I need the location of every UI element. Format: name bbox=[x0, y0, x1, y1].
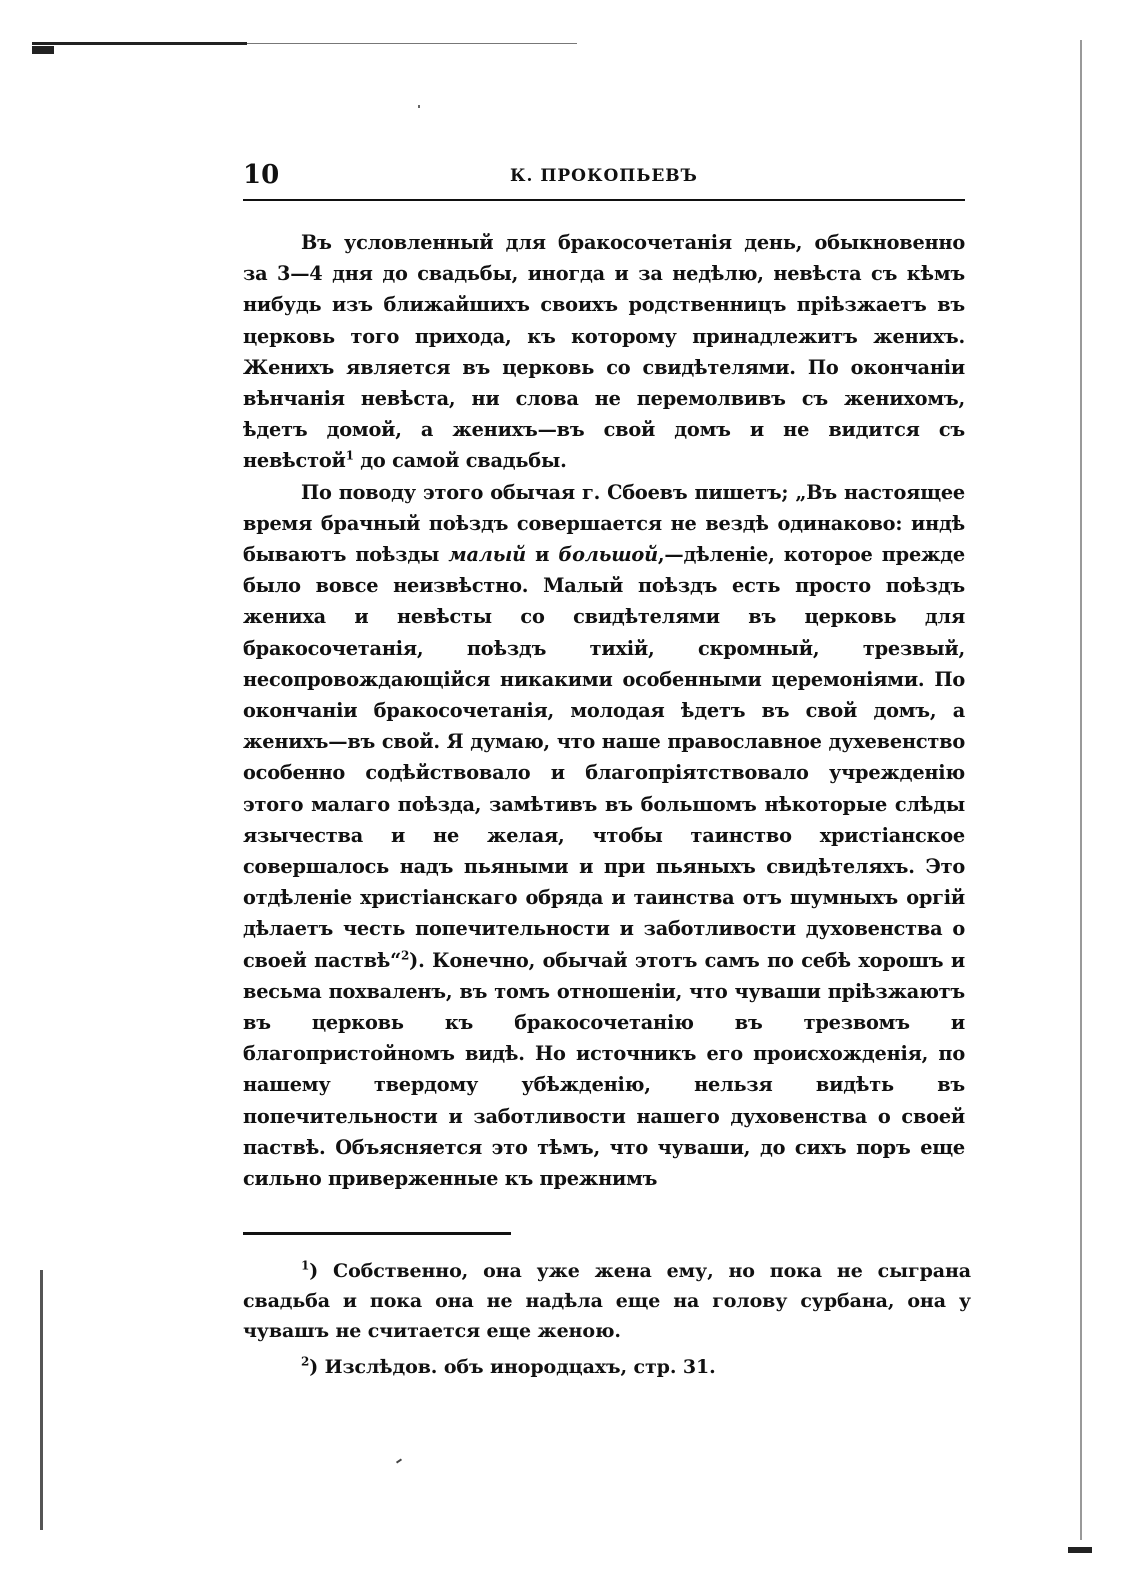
paragraph bbox=[243, 227, 965, 477]
scan-edge-line bbox=[247, 43, 577, 44]
paragraph-text: По поводу этого обычая г. Сбоевъ пишетъ; „Въ настоящее время брачный поѣздъ совершается не вездѣ одинаково: индѣ бываютъ поѣзды bbox=[243, 480, 965, 567]
running-title: К. ПРОКОПЬЕВЪ bbox=[510, 166, 698, 186]
page-number: 10 bbox=[243, 160, 280, 190]
footnote-marker: 1 bbox=[301, 1258, 310, 1273]
footnote-text: ) Изслѣдов. объ инородцахъ, стр. 31. bbox=[309, 1356, 716, 1378]
scan-right-edge bbox=[1080, 40, 1082, 1540]
paragraph-text: ). Конечно, обычай этотъ самъ по себѣ хорошъ и весьма похваленъ, въ томъ отношеніи, что чуваши пріѣзжаютъ въ церковь къ бракосочетанію въ трезвомъ и благопристойномъ видѣ. Но источникъ его происхожденія, по нашему твердому убѣжденію, нельзя видѣть въ попечительности и заботливости нашего духовенства о своей паствѣ. Объясняется это тѣмъ, что чуваши, до сихъ поръ еще сильно приверженные къ прежнимъ bbox=[243, 948, 965, 1191]
paragraph-text: ,—дѣленіе, которое прежде было вовсе неизвѣстно. Малый поѣздъ есть просто поѣздъ жениха и невѣсты со свидѣтелями въ церковь для бракосочетанія, поѣздъ тихій, скромный, трезвый, несопровождающійся никакими особенными церемоніями. По окончаніи бракосочетанія, молодая ѣдетъ въ свой домъ, а женихъ—въ свой. Я думаю, что наше православное духевенство особенно содѣйствовало и благопріятствовало учрежденію этого малаго поѣзда, замѣтивъ въ большомъ нѣкоторые слѣды язычества и не желая, чтобы таинство христіанское совершалось надъ пьяными и при пьяныхъ свидѣтеляхъ. Это отдѣленіе христіанскаго обряда и таинства отъ шумныхъ оргій дѣлаетъ честь попечительности и заботливости духовенства о своей паствѣ“ bbox=[243, 543, 965, 972]
paragraph bbox=[243, 477, 965, 1195]
paragraph-text: и bbox=[525, 543, 559, 567]
footnotes bbox=[243, 1256, 971, 1382]
scan-speck bbox=[396, 1458, 402, 1463]
footnote bbox=[243, 1256, 971, 1346]
footnote-ref: 1 bbox=[345, 449, 354, 463]
page-header bbox=[243, 160, 965, 196]
scan-bottom-mark bbox=[1068, 1547, 1092, 1553]
paragraph-text: до самой свадьбы. bbox=[353, 449, 567, 473]
italic-term: малый bbox=[448, 543, 526, 567]
footnote bbox=[243, 1352, 971, 1382]
scan-edge-mark bbox=[32, 42, 247, 45]
scan-speck bbox=[418, 105, 420, 108]
header-rule bbox=[243, 199, 965, 201]
footnote-rule bbox=[243, 1232, 511, 1235]
footnote-marker: 2 bbox=[301, 1354, 310, 1369]
footnote-text: ) Собственно, она уже жена ему, но пока не сыграна свадьба и пока она не надѣла еще на голову сурбана, она у чувашъ не считается еще женою. bbox=[243, 1260, 971, 1342]
scan-corner-mark bbox=[32, 46, 54, 54]
scan-left-edge bbox=[40, 1270, 43, 1530]
italic-term: большой bbox=[558, 543, 658, 567]
footnote-ref: 2 bbox=[401, 948, 410, 963]
paragraph-text: Въ условленный для бракосочетанія день, обыкновенно за 3—4 дня до свадьбы, иногда и за недѣлю, невѣста съ кѣмъ нибудь изъ ближайшихъ своихъ родственницъ пріѣзжаетъ въ церковь того прихода, къ которому принадлежитъ жениxъ. Женихъ является въ церковь со свидѣтелями. По окончаніи вѣнчанія невѣста, ни слова не перемолвивъ съ женихомъ, ѣдетъ домой, а женихъ—въ свой домъ и не видится съ невѣстой bbox=[243, 231, 965, 473]
main-text bbox=[243, 227, 965, 1194]
